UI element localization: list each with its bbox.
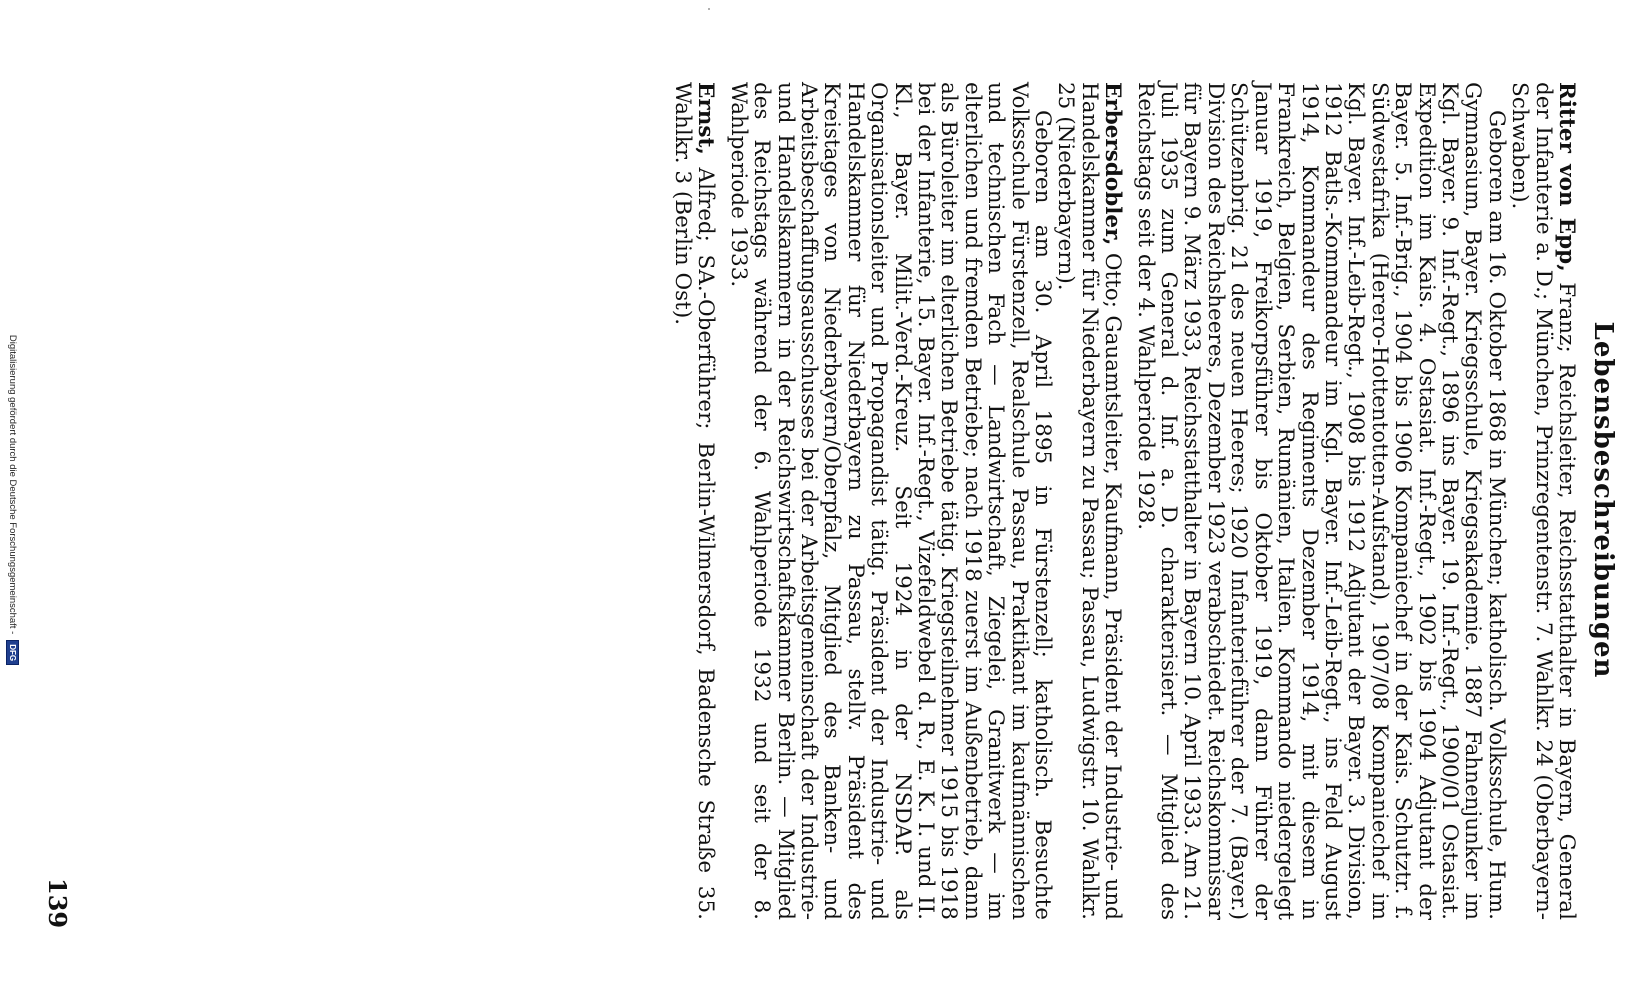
running-head: Lebensbeschreibungen: [1588, 321, 1618, 679]
entry-titles-erbersdobler: Otto; Gauamtsleiter, Kaufmann, Präsident der Industrie- und Handelskammer für Niederbayern zu Passau; Passau, Ludwigstr. 10. Wahlkr. 25 (Niederbayern).: [1053, 82, 1126, 920]
entry-head-ernst: [671, 82, 718, 920]
entry-head-epp: [1508, 82, 1578, 920]
scan-speck: [708, 8, 710, 10]
entry-body-erbersdobler: Geboren am 30. April 1895 in Fürstenzell; katholisch. Besuchte Volksschule Fürstenzell, Realschule Passau, Praktikant im kaufmännischen und technischen Fach — Landwirtschaft, Ziegelei, Granitwerk — im elterlichen und fremden Betriebe; nach 1918 zuerst im Außenbetrieb, dann als Büroleiter im elterlichen Betriebe tätig. Kriegsteilnehmer 1915 bis 1918 bei der Infanterie, 15. Bayer. Inf.-Regt., Vizefeldwebel d. R., E. K. I. und II. Kl., Bayer. Milit.-Verd.-Kreuz. Seit 1924 in der NSDAP. als Organisationsleiter und Propagandist tätig. Präsident der Industrie- und Handelskammer für Niederbayern zu Passau, stellv. Präsident des Kreistages von Niederbayern/Oberpfalz, Mitglied des Banken- und Arbeitsbeschaffungsausschusses bei der Arbeitsgemeinschaft der Industrie- und Handelskammern in der Reichswirtschaftskammer Berlin. — Mitglied des Reichstags während der 6. Wahlperiode 1932 und seit der 8. Wahlperiode 1933.: [725, 82, 1056, 920]
dfg-logo: DFG: [7, 640, 20, 665]
entry-name-epp: Ritter von Epp,: [1554, 82, 1579, 272]
entry-body-epp: Geboren am 16. Oktober 1868 in München; katholisch. Volksschule, Hum. Gymnasium, Bayer. Kriegsschule, Kriegsakademie. 1887 Fahnenjunker im Kgl. Bayer. 9. Inf.-Regt., 1896 ins Bayer. 19. Inf.-Regt., 1900/01 Ostasiat. Expedition im Kais. 4. Ostasiat. Inf.-Regt., 1902 bis 1904 Adjutant der Bayer. 5. Inf.-Brig., 1904 bis 1906 Kompaniechef in der Kais. Schutztr. f. Südwestafrika (Herero-Hottentotten-Aufstand), 1907/08 Kompaniechef im Kgl. Bayer. Inf.-Leib-Regt., 1908 bis 1912 Adjutant der Bayer. 3. Division, 1912 Batls.-Kommandeur im Kgl. Bayer. Inf.-Leib-Regt., ins Feld August 1914, Kommandeur des Regiments Dezember 1914, mit diesem in Frankreich, Belgien, Serbien, Rumänien, Italien. Kommando niedergelegt Januar 1919, Freikorpsführer bis Oktober 1919, dann Führer der Schützenbrig. 21 des neuen Heeres; 1920 Infanterieführer der 7. (Bayer.) Division des Reichsheeres, Dezember 1923 verabschiedet. Reichskommissar für Bayern 9. März 1933, Reichsstatthalter in Bayern 10. April 1933. Am 21. Juli 1935 zum General d. Inf. a. D. charakterisiert. — Mitglied des Reichstags seit der 4. Wahlperiode 1928.: [1132, 82, 1509, 920]
entry-titles-ernst: Alfred; SA.-Oberführer; Berlin-Wilmersdorf, Badensche Straße 35. Wahlkr. 3 (Berlin Ost).: [669, 82, 719, 920]
entry-name-erbersdobler: Erbersdobler,: [1100, 82, 1126, 246]
page-number: 139: [43, 878, 72, 929]
entry-titles-epp: Franz; Reichsleiter, Reichsstatthalter in Bayern, General der Infanterie a. D.; München, Prinzregentenstr. 7. Wahlkr. 24 (Oberbayern-Schwaben).: [1507, 82, 1579, 921]
entry-head-erbersdobler: [1054, 82, 1124, 920]
digitization-credit: [0, 0, 26, 1000]
entry-name-ernst: Ernst,: [693, 82, 719, 155]
credit-text: Digitalisierung gefördert durch die Deutsche Forschungsgemeinschaft -: [7, 334, 19, 635]
biography-text: [671, 82, 1578, 920]
